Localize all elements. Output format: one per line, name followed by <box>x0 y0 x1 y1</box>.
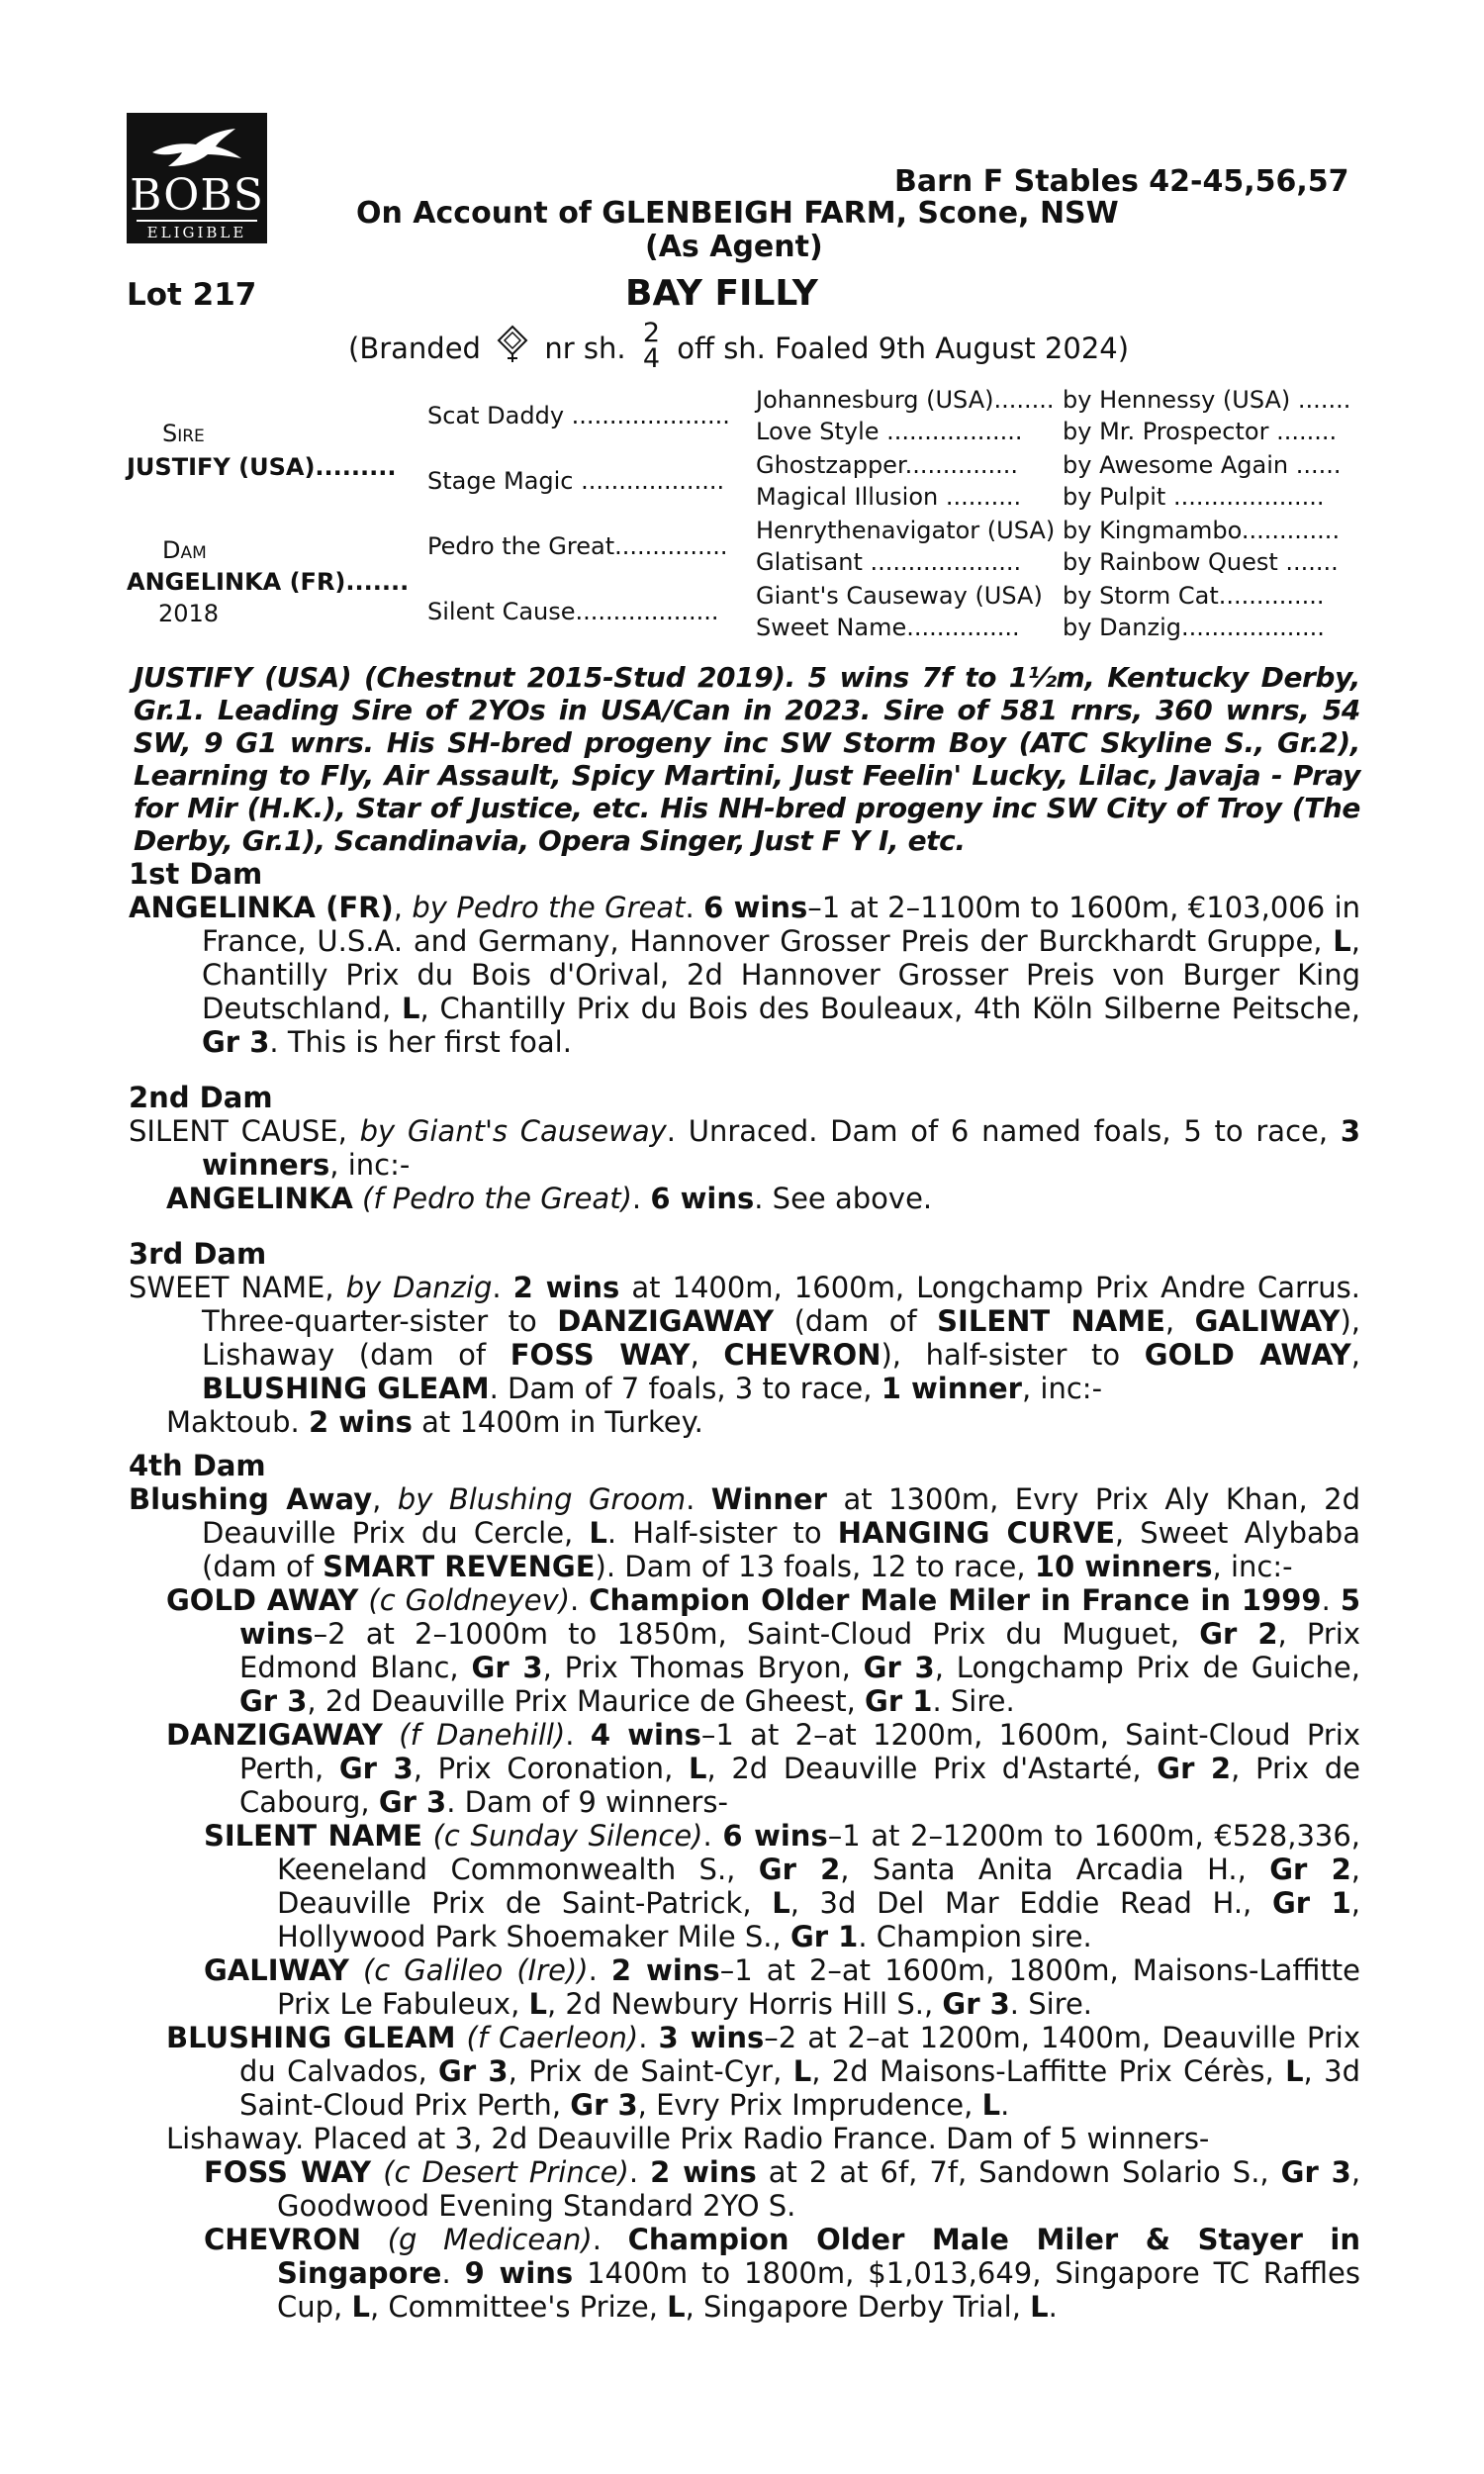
ped-g2-2: Ghostzapper............... <box>756 451 1019 479</box>
gold-name: GOLD AWAY <box>166 1583 359 1617</box>
gold-g1: Gr 1 <box>865 1684 933 1718</box>
ped-g2-5: Glatisant .................... <box>756 548 1022 576</box>
progeny-silent-name: SILENT NAME (c Sunday Silence). 6 wins–1 at 2–1200m to 1600m, €528,336, Keeneland Commonwealth S., Gr 2, Santa Anita Arcadia H., Gr 2, Deauville Prix de Saint-Patrick, L, 3d Del Mar Eddie Read H., Gr 1, Hollywood Park Shoemaker Mile S., Gr 1. Champion sire. <box>204 1819 1361 1953</box>
second-dam-text <box>129 1114 1360 1182</box>
first-dam-by: by Pedro the Great <box>412 891 686 924</box>
progeny-foss-way: FOSS WAY (c Desert Prince). 2 wins at 2 at 6f, 7f, Sandown Solario S., Gr 3, Goodwood Evening Standard 2YO S. <box>204 2155 1361 2223</box>
ped-by-3-text: by Pulpit <box>1063 483 1166 511</box>
ped-g2-3-text: Magical Illusion <box>756 483 939 511</box>
third-dam-b6: GOLD AWAY <box>1144 1338 1351 1372</box>
blush-t3: , 2d Maisons-Laffitte Prix Cérès, <box>811 2054 1286 2088</box>
danz-L: L <box>688 1752 707 1785</box>
danz-t2: , Prix Coronation, <box>413 1752 689 1785</box>
first-dam-section <box>129 857 1360 1059</box>
second-dam-c1-t: . See above. <box>754 1182 933 1215</box>
third-dam-b3: GALIWAY <box>1194 1304 1341 1338</box>
agent-line: (As Agent) <box>645 230 823 264</box>
third-dam-by: by Danzig <box>345 1271 493 1304</box>
progeny-danzigaway: DANZIGAWAY (f Danehill). 4 wins–1 at 2–at 1200m, 1600m, Saint-Cloud Prix Perth, Gr 3, Prix Coronation, L, 2d Deauville Prix d'Astarté, Gr 2, Prix de Cabourg, Gr 3. Dam of 9 winners- <box>166 1718 1361 1819</box>
fourth-dam-t6: , inc:- <box>1212 1550 1293 1583</box>
third-dam-text: SWEET NAME, by Danzig. 2 wins at 1400m, 1600m, Longchamp Prix Andre Carrus. Three-quarter-sister to DANZIGAWAY (dam of SILENT NAME, GALIWAY), Lishaway (dam of FOSS WAY, CHEVRON), half-sister to GOLD AWAY, BLUSHING GLEAM. Dam of 7 foals, 3 to race, 1 winner, inc:- <box>129 1271 1361 1405</box>
progeny-gold-away: GOLD AWAY (c Goldneyev). Champion Older Male Miler in France in 1999. 5 wins–2 at 2–1000m to 1850m, Saint-Cloud Prix du Muguet, Gr 2, Prix Edmond Blanc, Gr 3, Prix Thomas Bryon, Gr 3, Longchamp Prix de Guiche, Gr 3, 2d Deauville Prix Maurice de Gheest, Gr 1. Sire. <box>166 1583 1361 1718</box>
danz-t4: , Prix de Cabourg, <box>239 1752 1361 1819</box>
fourth-dam-b3: SMART REVENGE <box>323 1550 596 1583</box>
silent-g1b: Gr 1 <box>789 1920 859 1953</box>
first-dam-L2: L <box>401 992 420 1025</box>
ped-by-1: by Mr. Prospector ........ <box>1063 418 1338 445</box>
brand-den: 4 <box>642 343 661 374</box>
fourth-dam-b1: Winner <box>710 1482 827 1516</box>
bobs-eligible-logo <box>127 113 267 243</box>
fourth-dam-name: Blushing Away <box>129 1482 373 1516</box>
danz-t1: –1 at 2–at 1200m, 1600m, Saint-Cloud Prix Perth, <box>239 1718 1361 1785</box>
ped-by-5: by Rainbow Quest ....... <box>1063 548 1339 576</box>
silent-L: L <box>772 1886 790 1920</box>
ped-g2-6 <box>756 580 1043 613</box>
ped-g2-5-text: Glatisant <box>756 548 863 576</box>
second-dam-name: SILENT CAUSE, <box>129 1114 347 1148</box>
first-dam-text: ANGELINKA (FR), by Pedro the Great. 6 wins–1 at 2–1100m to 1600m, €103,006 in France, U.S.A. and Germany, Hannover Grosser Preis der Burckhardt Gruppe, L, Chantilly Prix du Bois d'Orival, 2d Hannover Grosser Preis von Burger King Deutschland, L, Chantilly Prix du Bois des Bouleaux, 4th Köln Silberne Peitsche, Gr 3. This is her first foal. <box>129 891 1361 1059</box>
gali-L: L <box>528 1987 547 2021</box>
brand-num: 2 <box>642 318 661 348</box>
third-dam-b7: BLUSHING GLEAM <box>202 1372 490 1405</box>
ped-by-0-text: by Hennessy (USA) <box>1063 386 1291 414</box>
third-dam-name: SWEET NAME, <box>129 1271 334 1304</box>
ped-by-5-text: by Rainbow Quest <box>1063 548 1278 576</box>
foss-wins: 2 wins <box>650 2155 757 2189</box>
second-dam-t2: , inc:- <box>329 1148 411 1182</box>
silent-t2: , Santa Anita Arcadia H., <box>840 1853 1270 1886</box>
fourth-dam-b2: HANGING CURVE <box>837 1516 1115 1550</box>
third-dam-t2: (dam of <box>774 1304 938 1338</box>
fourth-dam-t3: . Half-sister to <box>606 1516 838 1550</box>
danz-wins: 4 wins <box>590 1718 701 1752</box>
third-dam-t4: ), half-sister to <box>881 1338 1145 1372</box>
ped-g1-3-text: Silent Cause <box>427 598 576 625</box>
foss-by: (c Desert Prince) <box>383 2155 629 2189</box>
lot-number: Lot 217 <box>127 277 257 313</box>
third-dam-b5: CHEVRON <box>723 1338 881 1372</box>
silent-t6: . Champion sire. <box>858 1920 1092 1953</box>
first-dam-gr: Gr 3 <box>202 1025 270 1059</box>
chev-Lb: L <box>667 2290 686 2324</box>
chev-t2: , Committee's Prize, <box>369 2290 668 2324</box>
danz-by: (f Danehill) <box>399 1718 566 1752</box>
gali-t1: –1 at 2–at 1600m, 1800m, Maisons-Laffitte Prix Le Fabuleux, <box>277 1953 1361 2021</box>
first-dam-heading: 1st Dam <box>129 857 263 891</box>
fourth-dam-section <box>129 1449 1360 2324</box>
ped-by-3: by Pulpit .................... <box>1063 483 1325 511</box>
ped-g2-0-text: Johannesburg (USA) <box>756 386 994 414</box>
foss-name: FOSS WAY <box>204 2155 372 2189</box>
danz-name: DANZIGAWAY <box>166 1718 383 1752</box>
dam-label: Dam <box>162 536 207 564</box>
progeny-blushing-gleam: BLUSHING GLEAM (f Caerleon). 3 wins–2 at 2–at 1200m, 1400m, Deauville Prix du Calvados, Gr 3, Prix de Saint-Cyr, L, 2d Maisons-Laffitte Prix Cérès, L, 3d Saint-Cloud Prix Perth, Gr 3, Evry Prix Imprudence, L. <box>166 2021 1361 2122</box>
progeny-lishaway: Lishaway. Placed at 3, 2d Deauville Prix Radio France. Dam of 5 winners- <box>166 2122 1210 2155</box>
second-dam-c1-name: ANGELINKA <box>166 1182 353 1215</box>
gali-wins: 2 wins <box>610 1953 720 1987</box>
gold-t3: , Prix Thomas Bryon, <box>542 1651 864 1684</box>
ped-g2-7: Sweet Name............... <box>756 614 1020 641</box>
chev-by: (g Medicean) <box>387 2223 593 2256</box>
first-dam-t1: –1 at 2–1100m to 1600m, €103,006 in France, U.S.A. and Germany, Hannover Grosser Preis der Burckhardt Gruppe, <box>202 891 1361 958</box>
first-dam-name: ANGELINKA (FR) <box>129 891 394 924</box>
first-dam-t3: , Chantilly Prix du Bois des Bouleaux, 4th Köln Silberne Peitsche, <box>419 992 1360 1025</box>
gali-t3: . Sire. <box>1009 1987 1093 2021</box>
horse-logo-icon <box>146 123 247 174</box>
chev-name: CHEVRON <box>204 2223 362 2256</box>
ped-by-4-text: by Kingmambo <box>1063 517 1242 544</box>
blush-Lc: L <box>981 2088 1001 2122</box>
dam-name-text: ANGELINKA (FR) <box>127 568 346 596</box>
third-dam-wins: 2 wins <box>512 1271 620 1304</box>
ped-by-4: by Kingmambo............. <box>1063 517 1341 544</box>
blush-t5: , Evry Prix Imprudence, <box>637 2088 982 2122</box>
fourth-dam-t2: at 1300m, Evry Prix Aly Khan, 2d Deauville Prix du Cercle, <box>202 1482 1361 1550</box>
gali-by: (c Galileo (Ire)) <box>362 1953 589 1987</box>
chev-Lc: L <box>1030 2290 1049 2324</box>
dam-name: ANGELINKA (FR)....... <box>127 568 410 596</box>
sire-label: Sire <box>162 420 205 447</box>
third-dam-b1: DANZIGAWAY <box>557 1304 775 1338</box>
third-dam-progeny <box>166 1405 1360 1439</box>
third-dam-t6: , inc:- <box>1021 1372 1103 1405</box>
silent-g2a: Gr 2 <box>758 1853 841 1886</box>
gold-g3b: Gr 3 <box>863 1651 935 1684</box>
third-dam-b2: SILENT NAME <box>937 1304 1165 1338</box>
danz-t5: . Dam of 9 winners- <box>446 1785 728 1819</box>
silent-name: SILENT NAME <box>204 1819 422 1853</box>
silent-wins: 6 wins <box>722 1819 828 1853</box>
chev-t1: 1400m to 1800m, $1,013,649, Singapore TC Raffles Cup, <box>277 2256 1360 2324</box>
blush-t4: , 3d Saint-Cloud Prix Perth, <box>239 2054 1361 2122</box>
danz-g2: Gr 2 <box>1157 1752 1232 1785</box>
chev-La: L <box>351 2290 370 2324</box>
brand-pre: (Branded <box>348 332 481 365</box>
chev-wins: 9 wins <box>464 2256 574 2290</box>
chev-t4: . <box>1048 2290 1058 2324</box>
silent-t1: –1 at 2–1200m to 1600m, €528,336, Keeneland Commonwealth S., <box>277 1819 1361 1886</box>
sire-name: JUSTIFY (USA)......... <box>127 453 397 481</box>
second-dam-section <box>129 1081 1360 1215</box>
fourth-dam-L: L <box>589 1516 607 1550</box>
third-dam-b8: 1 winner <box>881 1372 1022 1405</box>
gali-t2: , 2d Newbury Horris Hill S., <box>547 1987 943 2021</box>
third-dam-section <box>129 1237 1360 1439</box>
progeny-galiway: GALIWAY (c Galileo (Ire)). 2 wins–1 at 2–at 1600m, 1800m, Maisons-Laffitte Prix Le Fabuleux, L, 2d Newbury Horris Hill S., Gr 3. Sire. <box>204 1953 1361 2021</box>
fourth-dam-t5: ). Dam of 13 foals, 12 to race, <box>595 1550 1035 1583</box>
barn-stables: Barn F Stables 42-45,56,57 <box>894 164 1349 199</box>
brand-mid: nr sh. <box>544 332 626 365</box>
fourth-dam-t1: . <box>686 1482 711 1516</box>
third-dam-t1: at 1400m, 1600m, Longchamp Prix Andre Carrus. Three-quarter-sister to <box>202 1271 1361 1338</box>
progeny-chevron: CHEVRON (g Medicean). Champion Older Male Miler & Stayer in Singapore. 9 wins 1400m to 1800m, $1,013,649, Singapore TC Raffles Cup, L, Committee's Prize, L, Singapore Derby Trial, L. <box>204 2223 1360 2324</box>
third-dam-c1-wins: 2 wins <box>308 1405 413 1439</box>
blush-by: (f Caerleon) <box>466 2021 639 2054</box>
ped-g1-2: Pedro the Great............... <box>427 532 728 560</box>
danz-g3a: Gr 3 <box>338 1752 414 1785</box>
third-dam-b4: FOSS WAY <box>510 1338 691 1372</box>
gold-champ: Champion Older Male Miler in France in 1999 <box>589 1583 1322 1617</box>
blush-name: BLUSHING GLEAM <box>166 2021 456 2054</box>
silent-by: (c Sunday Silence) <box>432 1819 703 1853</box>
blush-g3a: Gr 3 <box>438 2054 509 2088</box>
dam-year: 2018 <box>158 600 220 627</box>
second-dam-c1-wins: 6 wins <box>650 1182 755 1215</box>
silent-t3: , Deauville Prix de Saint-Patrick, <box>277 1853 1360 1920</box>
second-dam-by: by Giant's Causeway <box>359 1114 667 1148</box>
first-dam-t2: , Chantilly Prix du Bois d'Orival, 2d Hannover Grosser Preis von Burger King Deutschland, <box>202 924 1360 1025</box>
ped-by-0: by Hennessy (USA) ....... <box>1063 386 1351 414</box>
ped-g1-0-text: Scat Daddy <box>427 402 565 429</box>
ped-g1-0: Scat Daddy ..................... <box>427 402 730 429</box>
lot-title: BAY FILLY <box>625 273 818 314</box>
chev-champ: Champion Older Male Miler & Stayer in Singapore <box>277 2223 1360 2290</box>
sire-name-text: JUSTIFY (USA) <box>127 453 316 481</box>
foss-g3: Gr 3 <box>1280 2155 1351 2189</box>
sire-summary: JUSTIFY (USA) (Chestnut 2015-Stud 2019). 5 wins 7f to 1½m, Kentucky Derby, Gr.1. Leading Sire of 2YOs in USA/Can in 2023. Sire of 581 rnrs, 360 wnrs, 54 SW, 9 G1 wnrs. His SH-bred progeny inc SW Storm Boy (ATC Skyline S., Gr.2), Learning to Fly, Air Assault, Spicy Martini, Just Feelin' Lucky, Lilac, Javaja - Pray for Mir (H.K.), Star of Justice, etc. His NH-bred progeny inc SW City of Troy (The Derby, Gr.1), Scandinavia, Opera Singer, Just F Y I, etc. <box>134 661 1360 857</box>
fourth-dam-heading: 4th Dam <box>129 1449 266 1482</box>
account-line: On Account of GLENBEIGH FARM, Scone, NSW <box>356 196 1119 231</box>
ped-by-2-text: by Awesome Again <box>1063 451 1289 479</box>
gold-t5: , 2d Deauville Prix Maurice de Gheest, <box>307 1684 866 1718</box>
blush-t1: –2 at 2–at 1200m, 1400m, Deauville Prix du Calvados, <box>239 2021 1360 2088</box>
ped-by-7: by Danzig................... <box>1063 614 1325 641</box>
ped-g2-4-text: Henrythenavigator (USA) <box>756 517 1056 544</box>
blush-wins: 3 wins <box>658 2021 765 2054</box>
gali-g3: Gr 3 <box>942 1987 1010 2021</box>
ped-by-2: by Awesome Again ...... <box>1063 451 1342 479</box>
third-dam-t5: . Dam of 7 foals, 3 to race, <box>489 1372 881 1405</box>
gold-g2: Gr 2 <box>1199 1617 1278 1651</box>
fourth-dam-t4: , Sweet Alybaba (dam of <box>202 1516 1360 1583</box>
third-dam-c1: Maktoub. <box>166 1405 309 1439</box>
third-dam-t3: ), Lishaway (dam of <box>202 1304 1361 1372</box>
brand-mark-icon <box>496 325 529 364</box>
second-dam-c1-by: (f Pedro the Great) <box>362 1182 632 1215</box>
brand-post: off sh. Foaled 9th August 2024) <box>677 332 1130 365</box>
ped-g2-2-text: Ghostzapper <box>756 451 905 479</box>
gold-t1: –2 at 2–1000m to 1850m, Saint-Cloud Prix du Muguet, <box>313 1617 1200 1651</box>
ped-g1-3: Silent Cause................... <box>427 598 719 625</box>
fourth-dam-by: by Blushing Groom <box>397 1482 687 1516</box>
danz-g3b: Gr 3 <box>378 1785 447 1819</box>
second-dam-t1: . Unraced. Dam of 6 named foals, 5 to race, <box>666 1114 1341 1148</box>
ped-by-7-text: by Danzig <box>1063 614 1181 641</box>
blush-t6: . <box>1000 2088 1010 2122</box>
gold-t4: , Longchamp Prix de Guiche, <box>934 1651 1360 1684</box>
foss-t2: , Goodwood Evening Standard 2YO S. <box>277 2155 1361 2223</box>
ped-g2-3: Magical Illusion .......... <box>756 483 1022 511</box>
second-dam-progeny: ANGELINKA (f Pedro the Great). 6 wins. See above. <box>166 1182 933 1215</box>
first-dam-t4: . This is her first foal. <box>269 1025 572 1059</box>
silent-t5: , Hollywood Park Shoemaker Mile S., <box>277 1886 1360 1953</box>
ped-g2-1-text: Love Style <box>756 418 880 445</box>
ped-g1-1-text: Stage Magic <box>427 467 574 495</box>
second-dam-winners: 3 winners <box>202 1114 1360 1182</box>
gold-wins: 5 wins <box>239 1583 1361 1651</box>
ped-g2-4 <box>756 515 1055 547</box>
second-dam-heading: 2nd Dam <box>129 1081 273 1114</box>
ped-by-1-text: by Mr. Prospector <box>1063 418 1269 445</box>
ped-g2-7-text: Sweet Name <box>756 614 907 641</box>
blush-t2: , Prix de Saint-Cyr, <box>508 2054 793 2088</box>
silent-t4: , 3d Del Mar Eddie Read H., <box>789 1886 1272 1920</box>
ped-g2-0: Johannesburg (USA)........ <box>756 386 1055 414</box>
ped-g2-6-text: Giant's Causeway (USA) <box>756 582 1043 610</box>
first-dam-wins: 6 wins <box>703 891 808 924</box>
third-dam-c1-t: at 1400m in Turkey. <box>412 1405 703 1439</box>
ped-g2-1: Love Style .................. <box>756 418 1023 445</box>
chev-t3: , Singapore Derby Trial, <box>685 2290 1031 2324</box>
gold-t2: , Prix Edmond Blanc, <box>239 1617 1360 1684</box>
gold-t6: . Sire. <box>932 1684 1015 1718</box>
silent-g2b: Gr 2 <box>1269 1853 1351 1886</box>
logo-main-text: BOBS <box>130 170 264 221</box>
third-dam-heading: 3rd Dam <box>129 1237 267 1271</box>
blush-g3b: Gr 3 <box>570 2088 638 2122</box>
silent-g1a: Gr 1 <box>1271 1886 1351 1920</box>
gali-name: GALIWAY <box>204 1953 349 1987</box>
ped-g1-2-text: Pedro the Great <box>427 532 615 560</box>
brand-fraction <box>642 318 661 374</box>
ped-g1-1: Stage Magic ................... <box>427 467 725 495</box>
fourth-dam-text: Blushing Away, by Blushing Groom. Winner at 1300m, Evry Prix Aly Khan, 2d Deauville Prix du Cercle, L. Half-sister to HANGING CURVE, Sweet Alybaba (dam of SMART REVENGE). Dam of 13 foals, 12 to race, 10 winners, inc:- <box>129 1482 1361 1583</box>
ped-by-6: by Storm Cat.............. <box>1063 582 1325 610</box>
blush-Lb: L <box>1285 2054 1304 2088</box>
foss-t1: at 2 at 6f, 7f, Sandown Solario S., <box>756 2155 1281 2189</box>
ped-by-6-text: by Storm Cat <box>1063 582 1219 610</box>
gold-by: (c Goldneyev) <box>368 1583 571 1617</box>
brand-line <box>348 318 1130 376</box>
first-dam-L1: L <box>1333 924 1351 958</box>
blush-La: L <box>792 2054 812 2088</box>
fourth-dam-b4: 10 winners <box>1034 1550 1213 1583</box>
gold-g3c: Gr 3 <box>239 1684 308 1718</box>
logo-sub-text: ELIGIBLE <box>137 220 257 241</box>
gold-g3a: Gr 3 <box>471 1651 543 1684</box>
danz-t3: , 2d Deauville Prix d'Astarté, <box>706 1752 1158 1785</box>
